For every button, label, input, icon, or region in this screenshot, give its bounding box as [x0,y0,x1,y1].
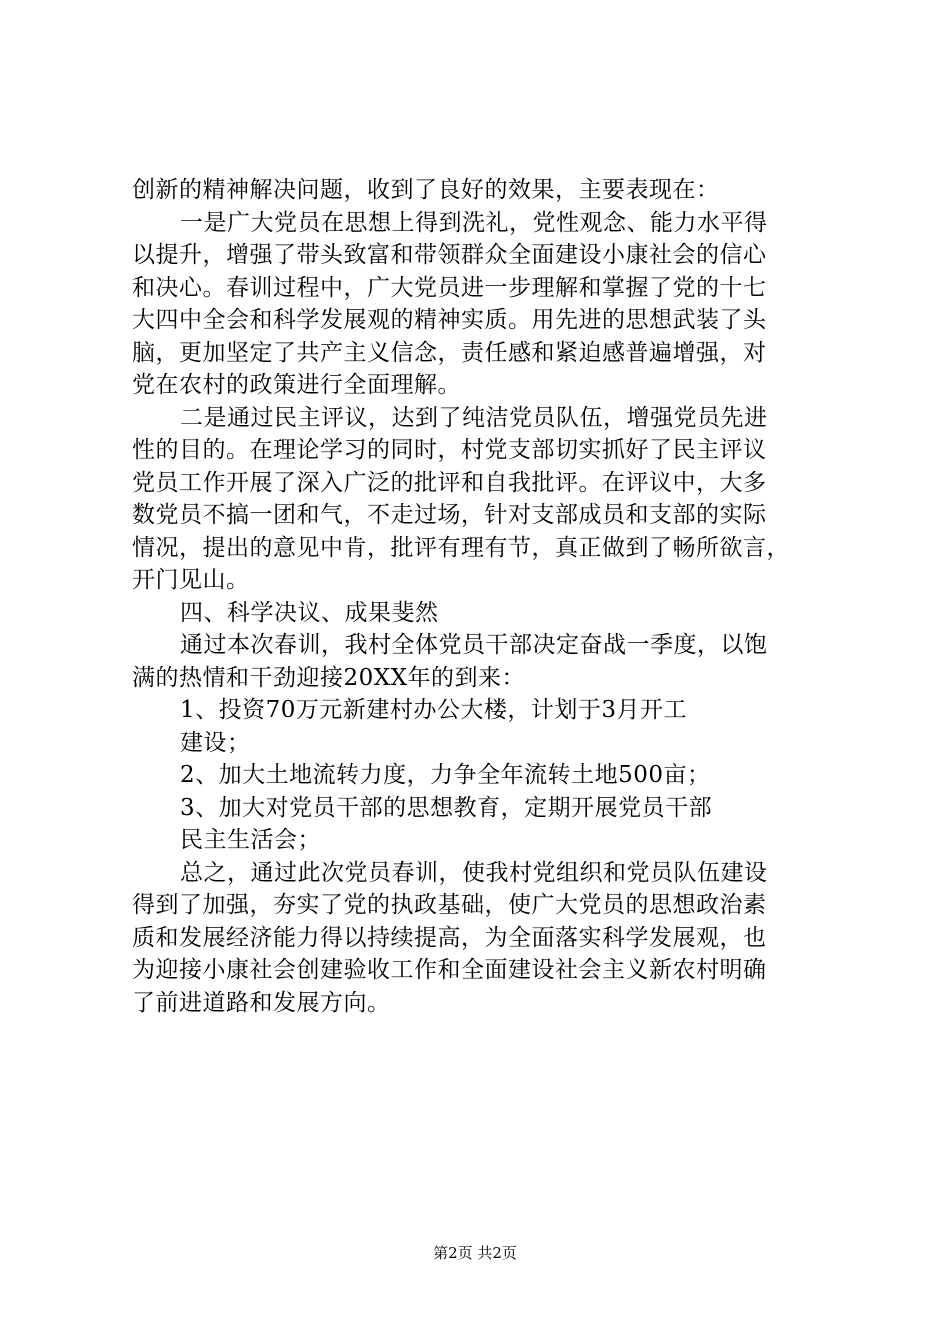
text-line: 四、科学决议、成果斐然 [180,599,439,626]
text-line: 脑，更加坚定了共产主义信念，责任感和紧迫感普遍增强，对 [132,339,767,366]
text-line: 和决心。春训过程中，广大党员进一步理解和掌握了党的十七 [132,274,767,301]
text-line: 了前进道路和发展方向。 [132,989,391,1016]
text-line: 性的目的。在理论学习的同时，村党支部切实抓好了民主评议 [132,437,767,463]
text-line: 3、加大对党员干部的思想教育，定期开展党员干部 [180,794,713,821]
text-line: 质和发展经济能力得以持续提高，为全面落实科学发展观，也 [132,924,767,951]
text-line: 大四中全会和科学发展观的精神实质。用先进的思想武装了头 [132,307,767,333]
document-body [132,174,842,1019]
page-footer: 第2页 共2页 [433,1244,517,1262]
text-line: 创新的精神解决问题，收到了良好的效果，主要表现在： [132,177,720,203]
text-line: 为迎接小康社会创建验收工作和全面建设社会主义新农村明确 [132,957,767,983]
text-line: 得到了加强，夯实了党的执政基础，使广大党员的思想政治素 [132,892,767,918]
text-line: 党员工作开展了深入广泛的批评和自我批评。在评议中，大多 [132,469,767,496]
text-line: 满的热情和干劲迎接20XX年的到来： [132,664,526,691]
text-line: 党在农村的政策进行全面理解。 [132,372,461,398]
text-line: 数党员不搞一团和气，不走过场，针对支部成员和支部的实际 [132,502,767,528]
text-line: 1、投资70万元新建村办公大楼，计划于3月开工 [180,697,688,723]
text-line: 一是广大党员在思想上得到洗礼，党性观念、能力水平得 [180,209,768,236]
text-line: 开门见山。 [132,567,250,593]
text-line: 民主生活会； [180,827,321,853]
text-line: 通过本次春训，我村全体党员干部决定奋战一季度，以饱 [180,632,768,658]
text-line: 情况，提出的意见中肯，批评有理有节，真正做到了畅所欲言， [132,534,790,561]
text-line: 2、加大土地流转力度，力争全年流转土地500亩； [180,762,711,788]
text-line: 建设； [180,729,251,756]
text-line: 二是通过民主评议，达到了纯洁党员队伍，增强党员先进 [180,404,768,431]
text-line: 以提升，增强了带头致富和带领群众全面建设小康社会的信心 [132,242,767,268]
text-line: 总之，通过此次党员春训，使我村党组织和党员队伍建设 [180,859,768,886]
